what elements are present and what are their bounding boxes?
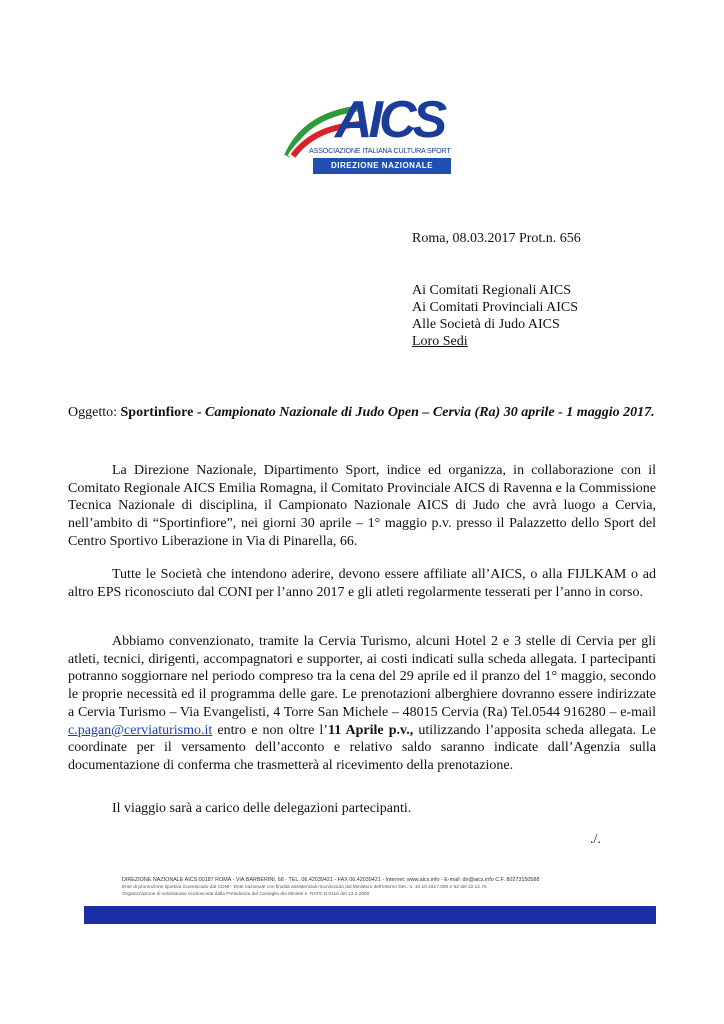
subject-label: Oggetto:	[68, 405, 121, 420]
aics-logo	[283, 92, 451, 184]
footer-line: Organizzazione di volontariato riconosciuta dalla Presidenza del Consiglio dei Ministri n. RATE N.0116 del 13.3.2000	[122, 892, 370, 897]
recipient-last: Loro Sedi	[412, 334, 468, 349]
footer-line: DIREZIONE NAZIONALE AICS 00187 ROMA - VIA BARBERINI, 68 - TEL. 06.42039421 - FAX 06.42039421 - Internet: www.aics.info - E-mail: dn@aics.info C.F. 80273150588	[122, 877, 540, 883]
recipient-line: Alle Società di Judo AICS	[412, 317, 560, 332]
recipient-list	[412, 282, 578, 350]
recipient-line: Ai Comitati Regionali AICS	[412, 283, 572, 298]
subject-event: Sportinfiore -	[120, 405, 206, 420]
footer-line: Ente di promozione sportiva riconosciuto dal CONI - Ente nazionale con finalità assistenziali riconosciuto dal Ministero dell'Interno Dec. n. 10.10.1617.000 e 52 del 22.12.75	[122, 885, 487, 890]
logo-wordmark: AICS	[335, 91, 444, 149]
paragraph-4: Il viaggio sarà a carico delle delegazioni partecipanti.	[112, 801, 412, 816]
subject-title: Campionato Nazionale di Judo Open – Cervia (Ra) 30 aprile - 1 maggio 2017.	[205, 405, 655, 420]
logo-subtitle: ASSOCIAZIONE ITALIANA CULTURA SPORT	[309, 146, 451, 155]
logo-band: DIREZIONE NAZIONALE	[313, 158, 451, 174]
deadline: 11 Aprile p.v.,	[327, 722, 414, 738]
continue-mark: ./.	[590, 832, 601, 847]
email-link[interactable]: c.pagan@cerviaturismo.it	[68, 722, 213, 738]
paragraph-2: Tutte le Società che intendono aderire, devono essere affiliate all’AICS, o alla FIJLKAM o ad altro EPS riconosciuto dal CONI per l’anno 2017 e gli atleti regolarmente tesserati per l’anno in corso.	[68, 567, 656, 600]
paragraph-1: La Direzione Nazionale, Dipartimento Sport, indice ed organizza, in collaborazione con il Comitato Regionale AICS Emilia Romagna, il Comitato Provinciale AICS di Ravenna e la Commissione Tecnica Nazionale di disciplina, il Campionato Nazionale AICS di Judo che avrà luogo a Cervia, nell’ambito di “Sportinfiore”, nei giorni 30 aprile – 1° maggio p.v. presso il Palazzetto dello Sport del Centro Sportivo Liberazione in Via di Pinarella, 66.	[68, 463, 656, 549]
recipient-line: Ai Comitati Provinciali AICS	[412, 300, 579, 315]
footer-bar	[84, 906, 656, 924]
subject-line	[68, 404, 656, 422]
footer-info	[122, 876, 592, 898]
date-protocol: Roma, 08.03.2017 Prot.n. 656	[412, 231, 581, 246]
paragraph-3: Abbiamo convenzionato, tramite la Cervia Turismo, alcuni Hotel 2 e 3 stelle di Cervia per gli atleti, tecnici, dirigenti, accompagnatori e supporter, ai costi indicati sulla scheda allegata. I partecipanti potranno soggiornare nel periodo compreso tra la cena del 29 aprile ed il pranzo del 1° maggio, secondo le proprie necessità ed il programma delle gare. Le prenotazioni alberghiere dovranno essere indirizzate a Cervia Turismo – Via Evangelisti, 4 Torre San Michele – 48015 Cervia (Ra) Tel.0544 916280 – e-mail c.pagan@cerviaturismo.it entro e non oltre l’11 Aprile p.v., utilizzando l’apposita scheda allegata. Le coordinate per il versamento dell’acconto e relativo saldo saranno indicate dall’Agenzia sulla documentazione di conferma che trasmetterà al ricevimento della prenotazione.	[68, 634, 656, 773]
